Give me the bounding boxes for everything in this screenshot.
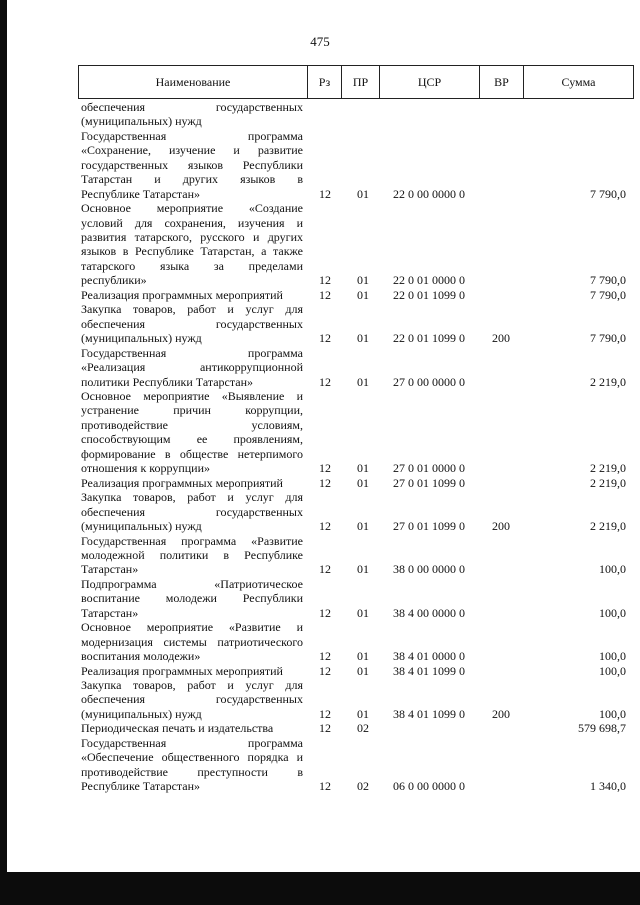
row-sum: 2 219,0 xyxy=(590,374,626,389)
row-pr: 01 xyxy=(357,475,369,490)
header-name: Наименование xyxy=(78,65,307,99)
table-row xyxy=(0,288,640,302)
row-csr: 22 0 01 0000 0 xyxy=(393,273,465,288)
table-row xyxy=(0,201,640,288)
row-pr: 01 xyxy=(357,706,369,721)
row-name-line: Периодическая печать и издательства xyxy=(81,721,274,736)
table-row xyxy=(0,490,640,533)
row-csr: 27 0 00 0000 0 xyxy=(393,374,465,389)
row-name xyxy=(81,346,303,389)
row-name xyxy=(81,288,303,302)
row-pr: 01 xyxy=(357,562,369,577)
row-sum: 2 219,0 xyxy=(590,461,626,476)
row-csr: 27 0 01 1099 0 xyxy=(393,475,465,490)
row-csr: 38 4 00 0000 0 xyxy=(393,605,465,620)
row-name-line: молодежной политики в Республике xyxy=(81,547,303,562)
row-name-line: обеспечения государственных xyxy=(81,100,303,114)
row-name-line: Государственная программа xyxy=(81,345,303,360)
row-name xyxy=(81,620,303,663)
row-pr: 01 xyxy=(357,663,369,678)
row-pr: 01 xyxy=(357,519,369,534)
table-row xyxy=(0,678,640,721)
row-csr: 06 0 00 0000 0 xyxy=(393,779,465,794)
header-vr: ВР xyxy=(479,65,523,99)
row-name xyxy=(81,678,303,721)
row-name xyxy=(81,664,303,678)
row-name-line: (муниципальных) нужд xyxy=(81,519,202,534)
row-rz: 12 xyxy=(319,519,331,534)
row-name xyxy=(81,736,303,794)
scan-bottom-border xyxy=(0,872,640,905)
row-sum: 7 790,0 xyxy=(590,331,626,346)
row-name-line: Закупка товаров, работ и услуг для xyxy=(81,302,303,317)
table-row xyxy=(0,721,640,735)
row-name xyxy=(81,129,303,201)
row-sum: 1 340,0 xyxy=(590,779,626,794)
row-name-line: обеспечения государственных xyxy=(81,504,303,519)
row-name-line: способствующим ее проявлениям, xyxy=(81,432,303,447)
row-sum: 579 698,7 xyxy=(578,721,626,736)
row-csr: 38 4 01 1099 0 xyxy=(393,706,465,721)
row-name-line: Татарстан» xyxy=(81,562,139,577)
table-row xyxy=(0,620,640,663)
row-name-line: Государственная программа xyxy=(81,128,303,143)
row-name-line: Основное мероприятие «Создание xyxy=(81,201,303,216)
row-rz: 12 xyxy=(319,475,331,490)
header-pr: ПР xyxy=(341,65,379,99)
row-name-line: отношения к коррупции» xyxy=(81,461,211,476)
row-pr: 01 xyxy=(357,186,369,201)
row-pr: 01 xyxy=(357,374,369,389)
header-csr: ЦСР xyxy=(379,65,479,99)
row-csr: 27 0 01 1099 0 xyxy=(393,519,465,534)
row-csr: 22 0 01 1099 0 xyxy=(393,331,465,346)
row-name-line: политики Республики Татарстан» xyxy=(81,374,254,389)
row-name-line: языков в Республике Татарстан, а также xyxy=(81,244,303,259)
row-pr: 02 xyxy=(357,721,369,736)
row-rz: 12 xyxy=(319,779,331,794)
row-sum: 100,0 xyxy=(599,663,626,678)
row-csr: 38 4 01 1099 0 xyxy=(393,663,465,678)
row-sum: 2 219,0 xyxy=(590,519,626,534)
row-sum: 7 790,0 xyxy=(590,287,626,302)
row-vr: 200 xyxy=(492,519,510,534)
row-name-line: условий для сохранения, изучения и xyxy=(81,215,303,230)
row-sum: 2 219,0 xyxy=(590,475,626,490)
row-sum: 7 790,0 xyxy=(590,273,626,288)
row-pr: 01 xyxy=(357,287,369,302)
row-name-line: воспитания молодежи» xyxy=(81,649,201,664)
row-rz: 12 xyxy=(319,374,331,389)
row-sum: 100,0 xyxy=(599,649,626,664)
table-row xyxy=(0,577,640,620)
row-name-line: Государственная программа xyxy=(81,735,303,750)
row-name-line: (муниципальных) нужд xyxy=(81,331,202,346)
row-name-line: (муниципальных) нужд xyxy=(81,114,202,129)
row-name-line: Республике Татарстан» xyxy=(81,779,201,794)
row-name-line: воспитание молодежи Республики xyxy=(81,591,303,606)
row-pr: 02 xyxy=(357,779,369,794)
header-rz: Рз xyxy=(307,65,341,99)
row-name xyxy=(81,201,303,288)
row-sum: 100,0 xyxy=(599,562,626,577)
table-row xyxy=(0,129,640,201)
row-name xyxy=(81,302,303,345)
table-row xyxy=(0,302,640,345)
row-name-line: развития татарского, русского и других xyxy=(81,230,303,245)
row-name-line: Закупка товаров, работ и услуг для xyxy=(81,490,303,505)
row-csr: 27 0 01 0000 0 xyxy=(393,461,465,476)
row-name-line: противодействие преступности в xyxy=(81,764,303,779)
row-name xyxy=(81,534,303,577)
row-rz: 12 xyxy=(319,287,331,302)
row-name-line: формирование в обществе нетерпимого xyxy=(81,446,303,461)
row-name-line: республики» xyxy=(81,273,147,288)
row-sum: 7 790,0 xyxy=(590,186,626,201)
table-row xyxy=(0,476,640,490)
row-rz: 12 xyxy=(319,706,331,721)
row-pr: 01 xyxy=(357,461,369,476)
row-csr: 38 4 01 0000 0 xyxy=(393,649,465,664)
row-name-line: Основное мероприятие «Выявление и xyxy=(81,389,303,403)
row-csr: 22 0 01 1099 0 xyxy=(393,287,465,302)
row-rz: 12 xyxy=(319,273,331,288)
page-number: 475 xyxy=(310,34,330,49)
row-pr: 01 xyxy=(357,273,369,288)
row-name-line: Реализация программных мероприятий xyxy=(81,287,283,302)
row-pr: 01 xyxy=(357,331,369,346)
table-row xyxy=(0,346,640,389)
row-pr: 01 xyxy=(357,649,369,664)
row-name xyxy=(81,476,303,490)
row-name-line: обеспечения государственных xyxy=(81,692,303,707)
row-name-line: татарского языка за пределами xyxy=(81,258,303,273)
row-sum: 100,0 xyxy=(599,605,626,620)
row-name-line: модернизация системы патриотического xyxy=(81,634,303,649)
table-row xyxy=(0,736,640,794)
row-name-line: противодействие условиям, xyxy=(81,417,303,432)
row-rz: 12 xyxy=(319,562,331,577)
row-name-line: обеспечения государственных xyxy=(81,316,303,331)
row-name xyxy=(81,577,303,620)
row-rz: 12 xyxy=(319,605,331,620)
row-name-line: Основное мероприятие «Развитие и xyxy=(81,620,303,635)
row-name-line: устранение причин коррупции, xyxy=(81,403,303,418)
row-name-line: (муниципальных) нужд xyxy=(81,706,202,721)
row-rz: 12 xyxy=(319,663,331,678)
row-name-line: «Сохранение, изучение и развитие xyxy=(81,143,303,158)
row-name-line: «Обеспечение общественного порядка и xyxy=(81,750,303,765)
row-rz: 12 xyxy=(319,649,331,664)
row-name-line: государственных языков Республики xyxy=(81,157,303,172)
row-name xyxy=(81,100,303,129)
row-name xyxy=(81,389,303,476)
row-rz: 12 xyxy=(319,721,331,736)
table-row xyxy=(0,664,640,678)
row-name-line: Закупка товаров, работ и услуг для xyxy=(81,678,303,692)
row-sum: 100,0 xyxy=(599,706,626,721)
row-name xyxy=(81,721,303,735)
table-row xyxy=(0,100,640,129)
header-sum: Сумма xyxy=(523,65,634,99)
row-name-line: Республике Татарстан» xyxy=(81,186,201,201)
row-vr: 200 xyxy=(492,331,510,346)
row-pr: 01 xyxy=(357,605,369,620)
row-name-line: Подпрограмма «Патриотическое xyxy=(81,576,303,591)
row-rz: 12 xyxy=(319,186,331,201)
table-row xyxy=(0,534,640,577)
row-rz: 12 xyxy=(319,331,331,346)
row-name-line: Татарстан» xyxy=(81,605,139,620)
row-name-line: Государственная программа «Развитие xyxy=(81,533,303,548)
row-name-line: Реализация программных мероприятий xyxy=(81,475,283,490)
row-csr: 22 0 00 0000 0 xyxy=(393,186,465,201)
row-name xyxy=(81,490,303,533)
row-name-line: Татарстан и других языков в xyxy=(81,172,303,187)
row-csr: 38 0 00 0000 0 xyxy=(393,562,465,577)
table-row xyxy=(0,389,640,476)
row-name-line: Реализация программных мероприятий xyxy=(81,663,283,678)
table-header xyxy=(78,65,633,99)
row-name-line: «Реализация антикоррупционной xyxy=(81,360,303,375)
row-vr: 200 xyxy=(492,706,510,721)
row-rz: 12 xyxy=(319,461,331,476)
